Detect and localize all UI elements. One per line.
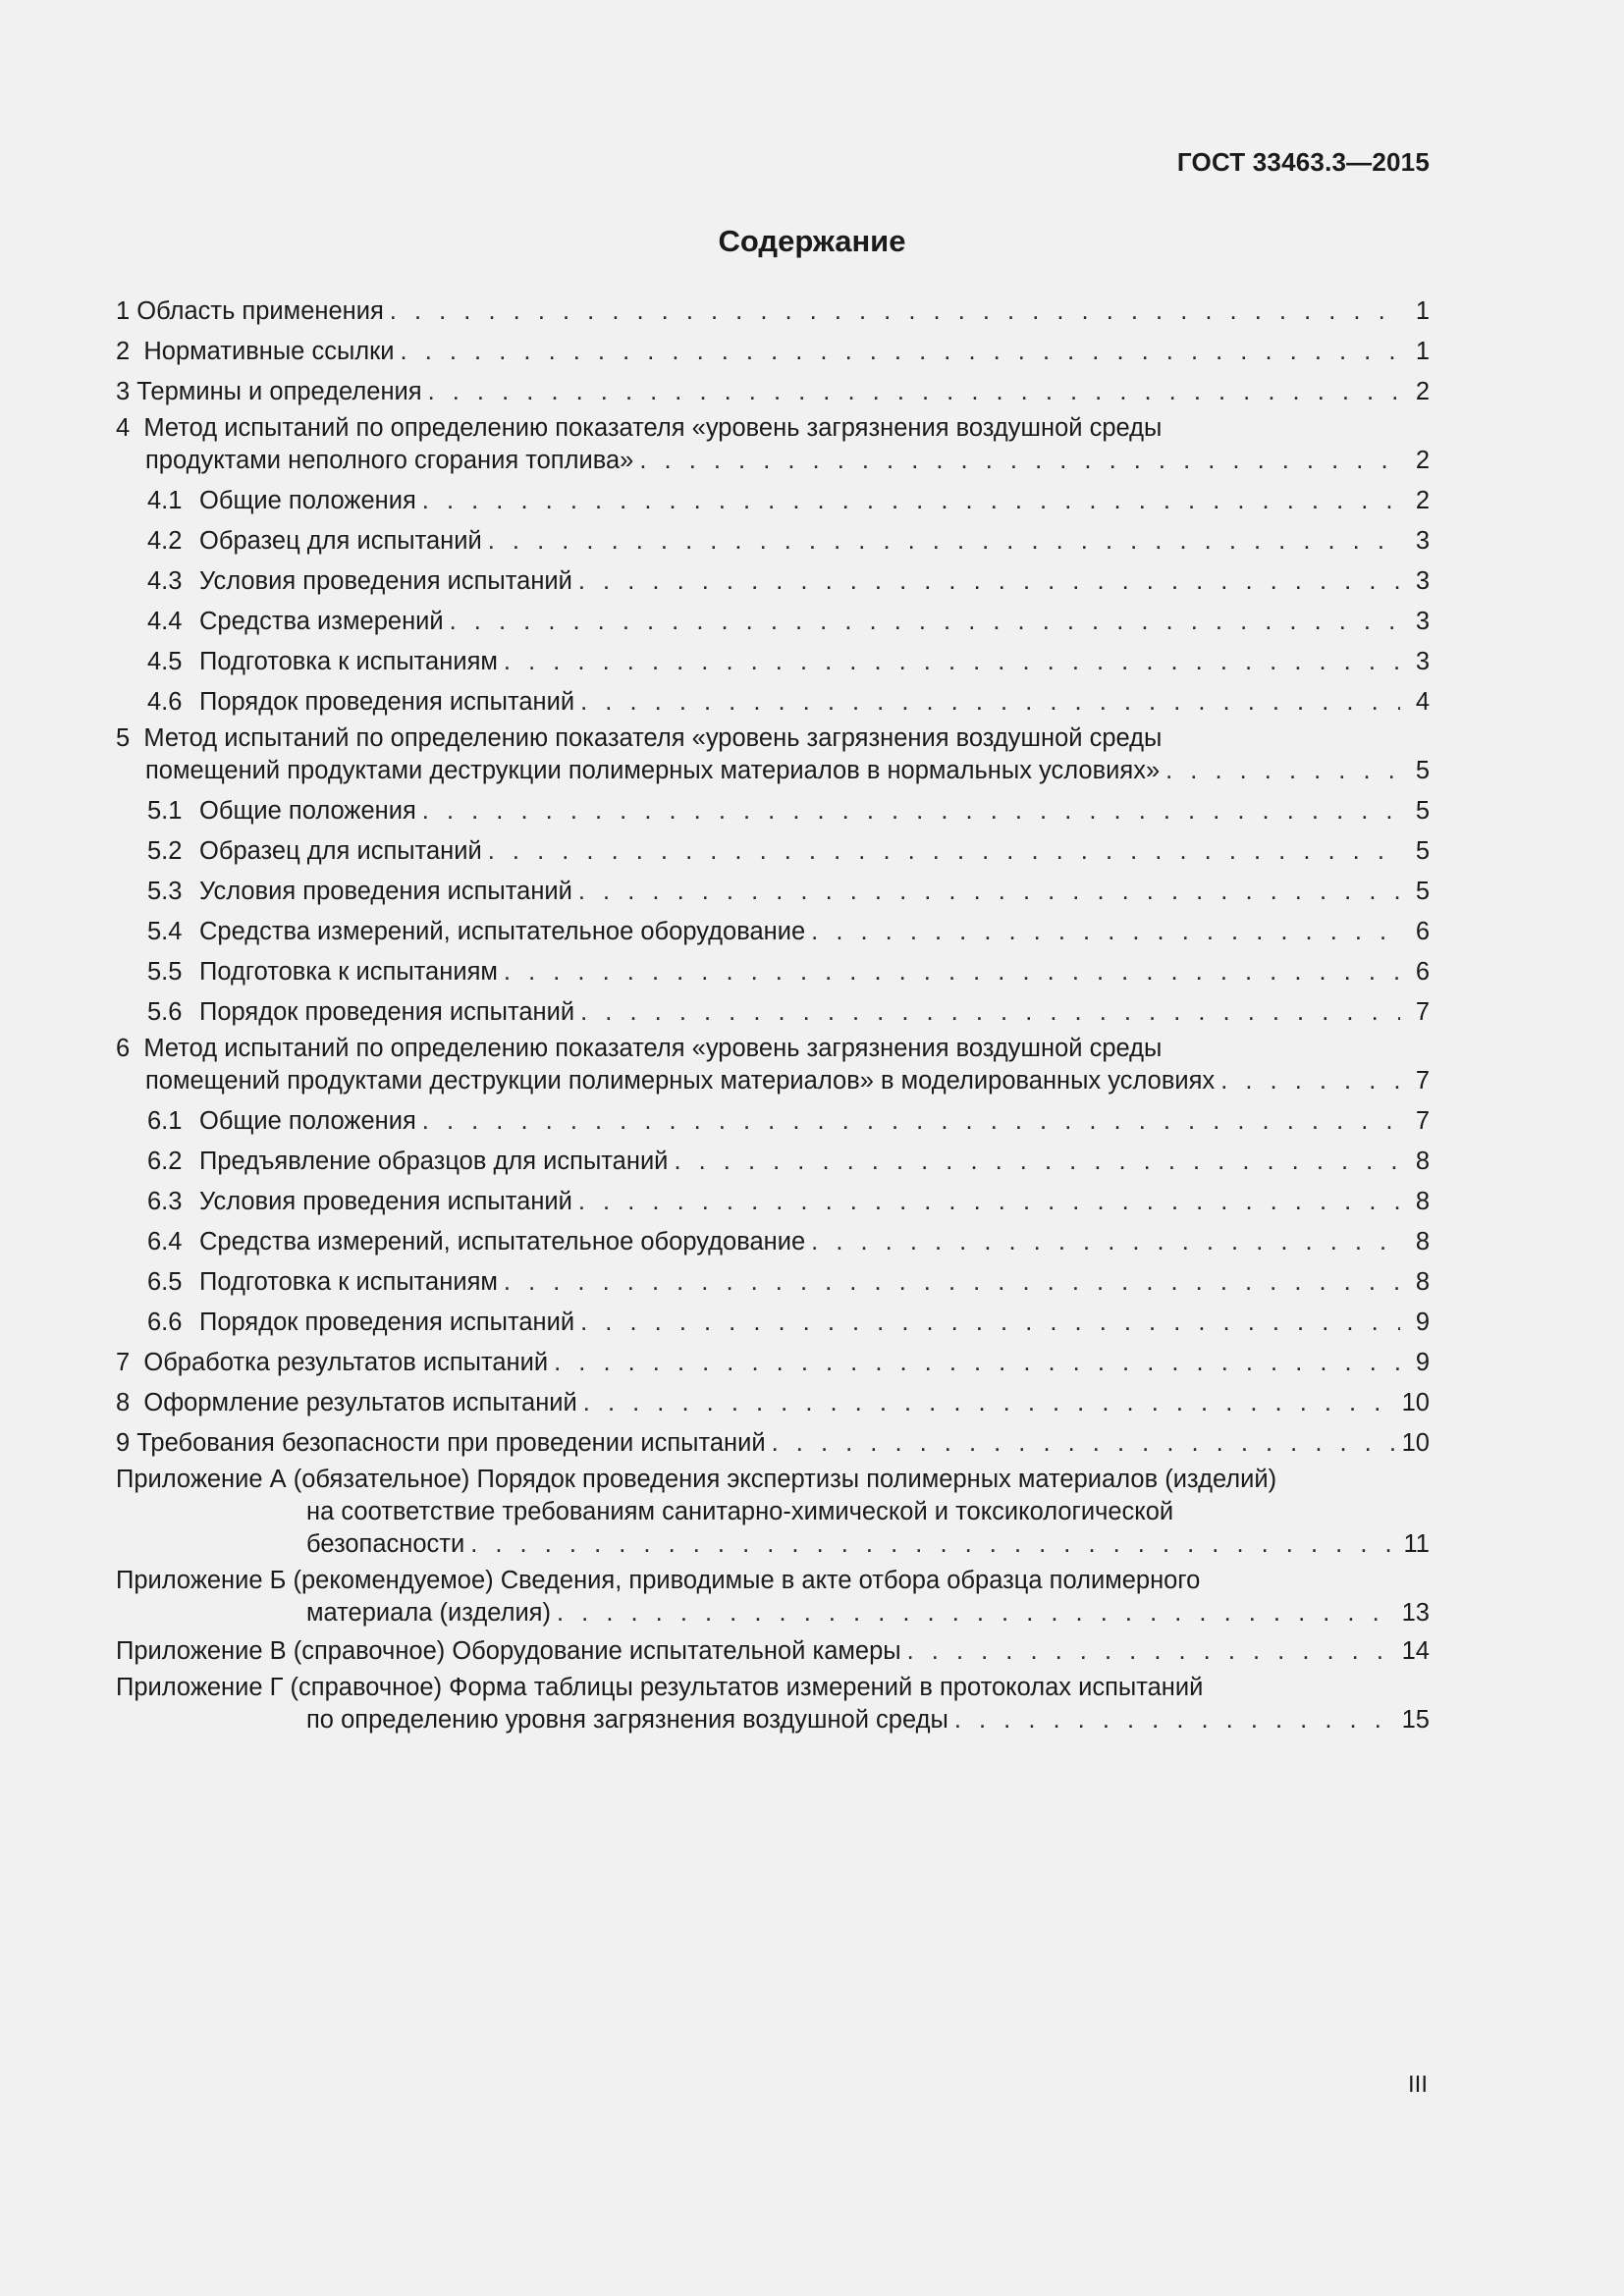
toc-entry-5-6[interactable]	[116, 992, 1430, 1033]
toc-entry-4[interactable]	[116, 412, 1430, 481]
toc-title-line2: продуктами неполного сгорания топлива»	[145, 447, 634, 474]
toc-title: Общие положения	[199, 487, 416, 514]
toc-leader-dots	[772, 1423, 1394, 1464]
toc-leader-dots	[422, 481, 1400, 521]
toc-title: Подготовка к испытаниям	[199, 958, 498, 986]
toc-number: 7	[116, 1349, 131, 1376]
toc-entry-2[interactable]	[116, 332, 1430, 372]
toc-title: Порядок проведения испытаний	[199, 998, 575, 1026]
toc-page-number: 5	[1415, 797, 1430, 825]
toc-leader-dots	[578, 561, 1400, 602]
toc-page-number: 14	[1401, 1637, 1430, 1665]
toc-entry-7[interactable]	[116, 1343, 1430, 1383]
toc-page-number: 1	[1415, 297, 1430, 325]
toc-number: 6.1	[147, 1107, 183, 1135]
toc-title: Образец для испытаний	[199, 527, 482, 555]
toc-leader-dots	[580, 682, 1400, 722]
toc-number: 6.6	[147, 1308, 183, 1336]
toc-number: 5	[116, 724, 131, 752]
toc-entry-6-1[interactable]	[116, 1101, 1430, 1142]
table-of-contents	[116, 292, 1430, 1740]
toc-leader-dots	[811, 1222, 1400, 1262]
toc-entry-5-3[interactable]	[116, 872, 1430, 912]
toc-number: 5.5	[147, 958, 183, 986]
toc-number: 4.5	[147, 648, 183, 675]
toc-number: 4	[116, 414, 131, 442]
toc-title-line1: Метод испытаний по определению показателя «уровень загрязнения воздушной среды	[143, 1035, 1163, 1062]
toc-title-line2: материала (изделия)	[306, 1599, 551, 1627]
toc-number: 8	[116, 1389, 131, 1416]
toc-number: 6.4	[147, 1228, 183, 1255]
page-number-roman: III	[1407, 2071, 1428, 2098]
toc-leader-dots	[422, 1101, 1400, 1142]
toc-title: Условия проведения испытаний	[199, 567, 572, 595]
toc-entry-3[interactable]	[116, 372, 1430, 412]
toc-title: Образец для испытаний	[199, 837, 482, 865]
toc-title-line1: Приложение Б (рекомендуемое) Сведения, приводимые в акте отбора образца полимерного	[116, 1567, 1201, 1594]
toc-leader-dots	[578, 872, 1400, 912]
document-code: ГОСТ 33463.3—2015	[1176, 147, 1430, 177]
toc-page-number: 3	[1415, 648, 1430, 675]
toc-number: 5.1	[147, 797, 183, 825]
toc-leader-dots	[1165, 755, 1400, 787]
toc-entry-1[interactable]	[116, 292, 1430, 332]
toc-entry-4-4[interactable]	[116, 602, 1430, 642]
toc-entry-9[interactable]	[116, 1423, 1430, 1464]
toc-entry-5[interactable]	[116, 722, 1430, 791]
toc-entry-6-3[interactable]	[116, 1182, 1430, 1222]
toc-number: 6.2	[147, 1148, 183, 1175]
toc-entry-6-4[interactable]	[116, 1222, 1430, 1262]
toc-title-line2: помещений продуктами деструкции полимерных материалов в нормальных условиях»	[145, 757, 1161, 784]
toc-page-number: 3	[1415, 608, 1430, 635]
toc-page-number: 11	[1403, 1530, 1430, 1558]
toc-leader-dots	[580, 992, 1400, 1033]
toc-page-number: 7	[1415, 1107, 1430, 1135]
toc-entry-6-6[interactable]	[116, 1303, 1430, 1343]
toc-entry-appendix-a[interactable]	[116, 1464, 1430, 1565]
toc-title-line1: Метод испытаний по определению показателя «уровень загрязнения воздушной среды	[143, 724, 1163, 752]
toc-page-number: 8	[1415, 1188, 1430, 1215]
toc-entry-appendix-b[interactable]	[116, 1565, 1430, 1633]
toc-title: Обработка результатов испытаний	[143, 1349, 549, 1376]
toc-page-number: 6	[1415, 958, 1430, 986]
toc-leader-dots	[674, 1142, 1400, 1182]
toc-leader-dots	[907, 1633, 1394, 1670]
toc-number: 4.3	[147, 567, 183, 595]
toc-page-number: 3	[1415, 567, 1430, 595]
toc-leader-dots	[504, 952, 1400, 992]
toc-leader-dots	[583, 1383, 1394, 1423]
toc-leader-dots	[1220, 1065, 1400, 1097]
toc-page-number: 8	[1415, 1148, 1430, 1175]
toc-page-number: 10	[1401, 1389, 1430, 1416]
toc-leader-dots	[390, 292, 1400, 332]
toc-title: Средства измерений, испытательное оборудование	[199, 918, 806, 945]
toc-number: 4.1	[147, 487, 183, 514]
toc-title: Нормативные ссылки	[143, 338, 395, 365]
toc-title-line1: Приложение Г (справочное) Форма таблицы результатов измерений в протоколах испытаний	[116, 1674, 1204, 1701]
toc-title-line1: Метод испытаний по определению показателя «уровень загрязнения воздушной среды	[143, 414, 1163, 442]
toc-entry-4-1[interactable]	[116, 481, 1430, 521]
toc-leader-dots	[639, 445, 1400, 477]
toc-page-number: 5	[1415, 837, 1430, 865]
toc-leader-dots	[954, 1704, 1394, 1736]
toc-page-number: 2	[1415, 447, 1430, 474]
toc-number: 1	[116, 297, 131, 325]
toc-leader-dots	[488, 831, 1400, 872]
toc-page-number: 9	[1415, 1308, 1430, 1336]
toc-title: Условия проведения испытаний	[199, 1188, 572, 1215]
toc-entry-4-2[interactable]	[116, 521, 1430, 561]
toc-page-number: 2	[1415, 487, 1430, 514]
toc-leader-dots	[578, 1182, 1400, 1222]
toc-title-line2: помещений продуктами деструкции полимерных материалов» в моделированных условиях	[145, 1067, 1216, 1095]
toc-leader-dots	[488, 521, 1400, 561]
toc-leader-dots	[470, 1528, 1395, 1561]
toc-leader-dots	[504, 1262, 1400, 1303]
toc-title-line2: по определению уровня загрязнения воздушной среды	[306, 1706, 948, 1734]
toc-number: 4.4	[147, 608, 183, 635]
toc-entry-5-4[interactable]	[116, 912, 1430, 952]
toc-page-number: 5	[1415, 878, 1430, 905]
toc-leader-dots	[557, 1597, 1394, 1629]
toc-title: Порядок проведения испытаний	[199, 688, 575, 716]
toc-number: 4.2	[147, 527, 183, 555]
toc-entry-8[interactable]	[116, 1383, 1430, 1423]
toc-page-number: 1	[1415, 338, 1430, 365]
toc-number: 6.5	[147, 1268, 183, 1296]
toc-title: Общие положения	[199, 1107, 416, 1135]
toc-page-number: 4	[1415, 688, 1430, 716]
toc-entry-4-5[interactable]	[116, 642, 1430, 682]
page-title: Содержание	[718, 224, 906, 258]
toc-entry-6-5[interactable]	[116, 1262, 1430, 1303]
toc-page-number: 2	[1415, 378, 1430, 405]
toc-page-number: 9	[1415, 1349, 1430, 1376]
toc-number: 5.4	[147, 918, 183, 945]
toc-page-number: 7	[1415, 998, 1430, 1026]
toc-entry-appendix-v[interactable]	[116, 1633, 1430, 1672]
toc-title: Требования безопасности при проведении испытаний	[136, 1429, 766, 1457]
toc-number: 5.3	[147, 878, 183, 905]
toc-title: Средства измерений	[199, 608, 444, 635]
toc-page-number: 8	[1415, 1228, 1430, 1255]
toc-entry-6-2[interactable]	[116, 1142, 1430, 1182]
toc-title: Порядок проведения испытаний	[199, 1308, 575, 1336]
toc-title: Условия проведения испытаний	[199, 878, 572, 905]
toc-entry-4-6[interactable]	[116, 682, 1430, 722]
toc-leader-dots	[450, 602, 1400, 642]
toc-leader-dots	[554, 1343, 1400, 1383]
toc-title: Оформление результатов испытаний	[143, 1389, 577, 1416]
toc-entry-5-5[interactable]	[116, 952, 1430, 992]
toc-title-line2: на соответствие требованиям санитарно-химической и токсикологической	[306, 1498, 1174, 1525]
toc-page-number: 5	[1415, 757, 1430, 784]
toc-entry-4-3[interactable]	[116, 561, 1430, 602]
toc-entry-5-1[interactable]	[116, 791, 1430, 831]
toc-title-line3: безопасности	[306, 1530, 465, 1558]
toc-title: Подготовка к испытаниям	[199, 648, 498, 675]
toc-number: 2	[116, 338, 131, 365]
toc-page-number: 6	[1415, 918, 1430, 945]
toc-title: Область применения	[136, 297, 384, 325]
toc-leader-dots	[580, 1303, 1400, 1343]
toc-leader-dots	[504, 642, 1400, 682]
toc-number: 5.6	[147, 998, 183, 1026]
toc-title: Общие положения	[199, 797, 416, 825]
toc-leader-dots	[401, 332, 1400, 372]
toc-page-number: 8	[1415, 1268, 1430, 1296]
toc-title-line1: Приложение А (обязательное) Порядок проведения экспертизы полимерных материалов (изделий)	[116, 1466, 1277, 1493]
toc-leader-dots	[428, 372, 1400, 412]
toc-entry-appendix-g[interactable]	[116, 1672, 1430, 1740]
toc-title: Приложение В (справочное) Оборудование испытательной камеры	[116, 1637, 901, 1665]
toc-entry-6[interactable]	[116, 1033, 1430, 1101]
toc-page-number: 15	[1401, 1706, 1430, 1734]
toc-number: 5.2	[147, 837, 183, 865]
toc-entry-5-2[interactable]	[116, 831, 1430, 872]
toc-title: Предъявление образцов для испытаний	[199, 1148, 669, 1175]
toc-leader-dots	[422, 791, 1400, 831]
toc-page-number: 3	[1415, 527, 1430, 555]
toc-page-number: 10	[1401, 1429, 1430, 1457]
toc-number: 9	[116, 1429, 131, 1457]
toc-number: 6	[116, 1035, 131, 1062]
toc-title: Термины и определения	[136, 378, 422, 405]
toc-page-number: 13	[1401, 1599, 1430, 1627]
toc-number: 4.6	[147, 688, 183, 716]
toc-number: 3	[116, 378, 131, 405]
toc-title: Подготовка к испытаниям	[199, 1268, 498, 1296]
toc-title: Средства измерений, испытательное оборудование	[199, 1228, 806, 1255]
toc-leader-dots	[811, 912, 1400, 952]
toc-page-number: 7	[1415, 1067, 1430, 1095]
toc-number: 6.3	[147, 1188, 183, 1215]
